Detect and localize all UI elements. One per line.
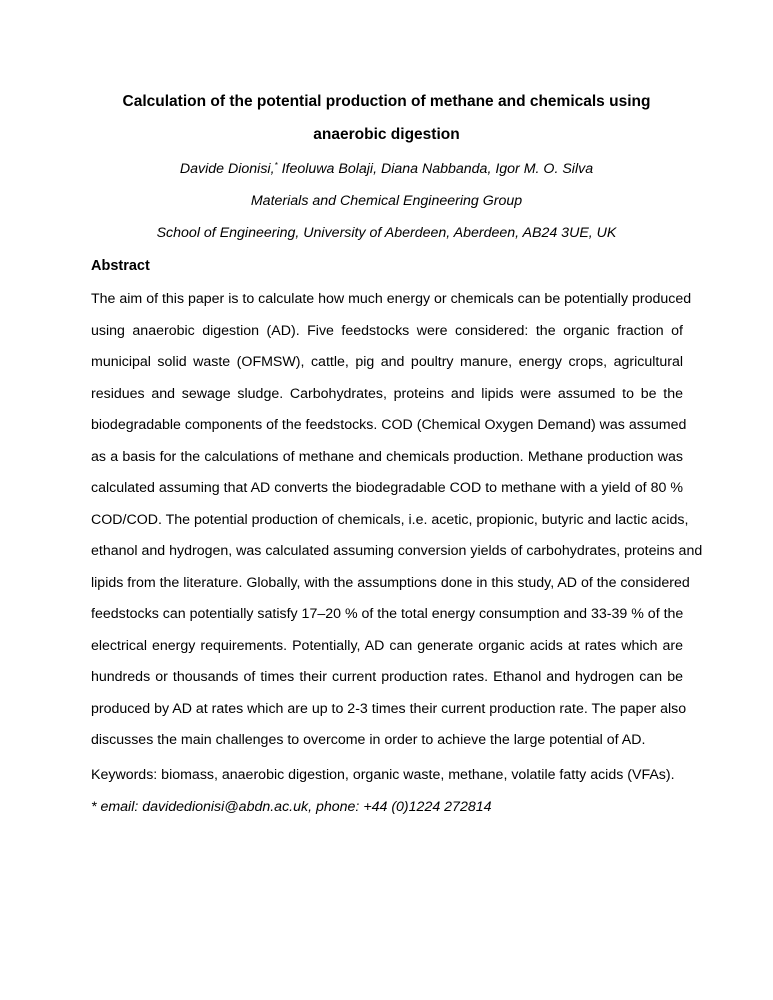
corresponding-author-marker: *	[274, 161, 278, 170]
abstract-line: feedstocks can potentially satisfy 17–20 % of the total energy consumption and 33-39 % of the	[91, 606, 684, 622]
author-list	[90, 160, 683, 178]
abstract-line: municipal solid waste (OFMSW), cattle, pig and poultry manure, energy crops, agricultural	[91, 354, 683, 370]
author-first: Davide Dionisi,	[179, 161, 275, 177]
paper-title-line-2: anaerobic digestion	[313, 126, 460, 143]
abstract-line: ethanol and hydrogen, was calculated assuming conversion yields of carbohydrates, proteins and	[91, 543, 703, 559]
abstract-line: using anaerobic digestion (AD). Five feedstocks were considered: the organic fraction of	[91, 322, 683, 339]
affiliation-school: School of Engineering, University of Aberdeen, Aberdeen, AB24 3UE, UK	[156, 225, 617, 241]
abstract-line: as a basis for the calculations of methane and chemicals production. Methane production was	[91, 448, 683, 465]
abstract-line: hundreds or thousands of times their current production rates. Ethanol and hydrogen can be	[91, 669, 683, 685]
abstract-line: residues and sewage sludge. Carbohydrates, proteins and lipids were assumed to be the	[91, 385, 683, 402]
author-others: Ifeoluwa Bolaji, Diana Nabbanda, Igor M. O. Silva	[277, 161, 594, 177]
abstract-line: The aim of this paper is to calculate how much energy or chemicals can be potentially produced	[91, 291, 692, 307]
paper-title-line-1: Calculation of the potential production of methane and chemicals using	[122, 93, 651, 110]
abstract-heading: Abstract	[91, 258, 150, 274]
corresponding-author-contact: * email: davidedionisi@abdn.ac.uk, phone: +44 (0)1224 272814	[91, 799, 492, 815]
abstract-line: calculated assuming that AD converts the biodegradable COD to methane with a yield of 80 %	[91, 480, 683, 496]
abstract-line: biodegradable components of the feedstocks. COD (Chemical Oxygen Demand) was assumed	[91, 417, 687, 433]
affiliation-group: Materials and Chemical Engineering Group	[250, 193, 523, 209]
abstract-line: COD/COD. The potential production of chemicals, i.e. acetic, propionic, butyric and lactic acids,	[91, 511, 689, 528]
abstract-body	[91, 284, 703, 757]
abstract-line: produced by AD at rates which are up to 2-3 times their current production rate. The paper also	[91, 700, 687, 717]
abstract-line: lipids from the literature. Globally, with the assumptions done in this study, AD of the considered	[91, 574, 690, 591]
abstract-line: discusses the main challenges to overcome in order to achieve the large potential of AD.	[91, 732, 646, 748]
keywords: Keywords: biomass, anaerobic digestion, organic waste, methane, volatile fatty acids (VFAs).	[91, 767, 675, 783]
abstract-line: electrical energy requirements. Potentially, AD can generate organic acids at rates which are	[91, 637, 683, 654]
